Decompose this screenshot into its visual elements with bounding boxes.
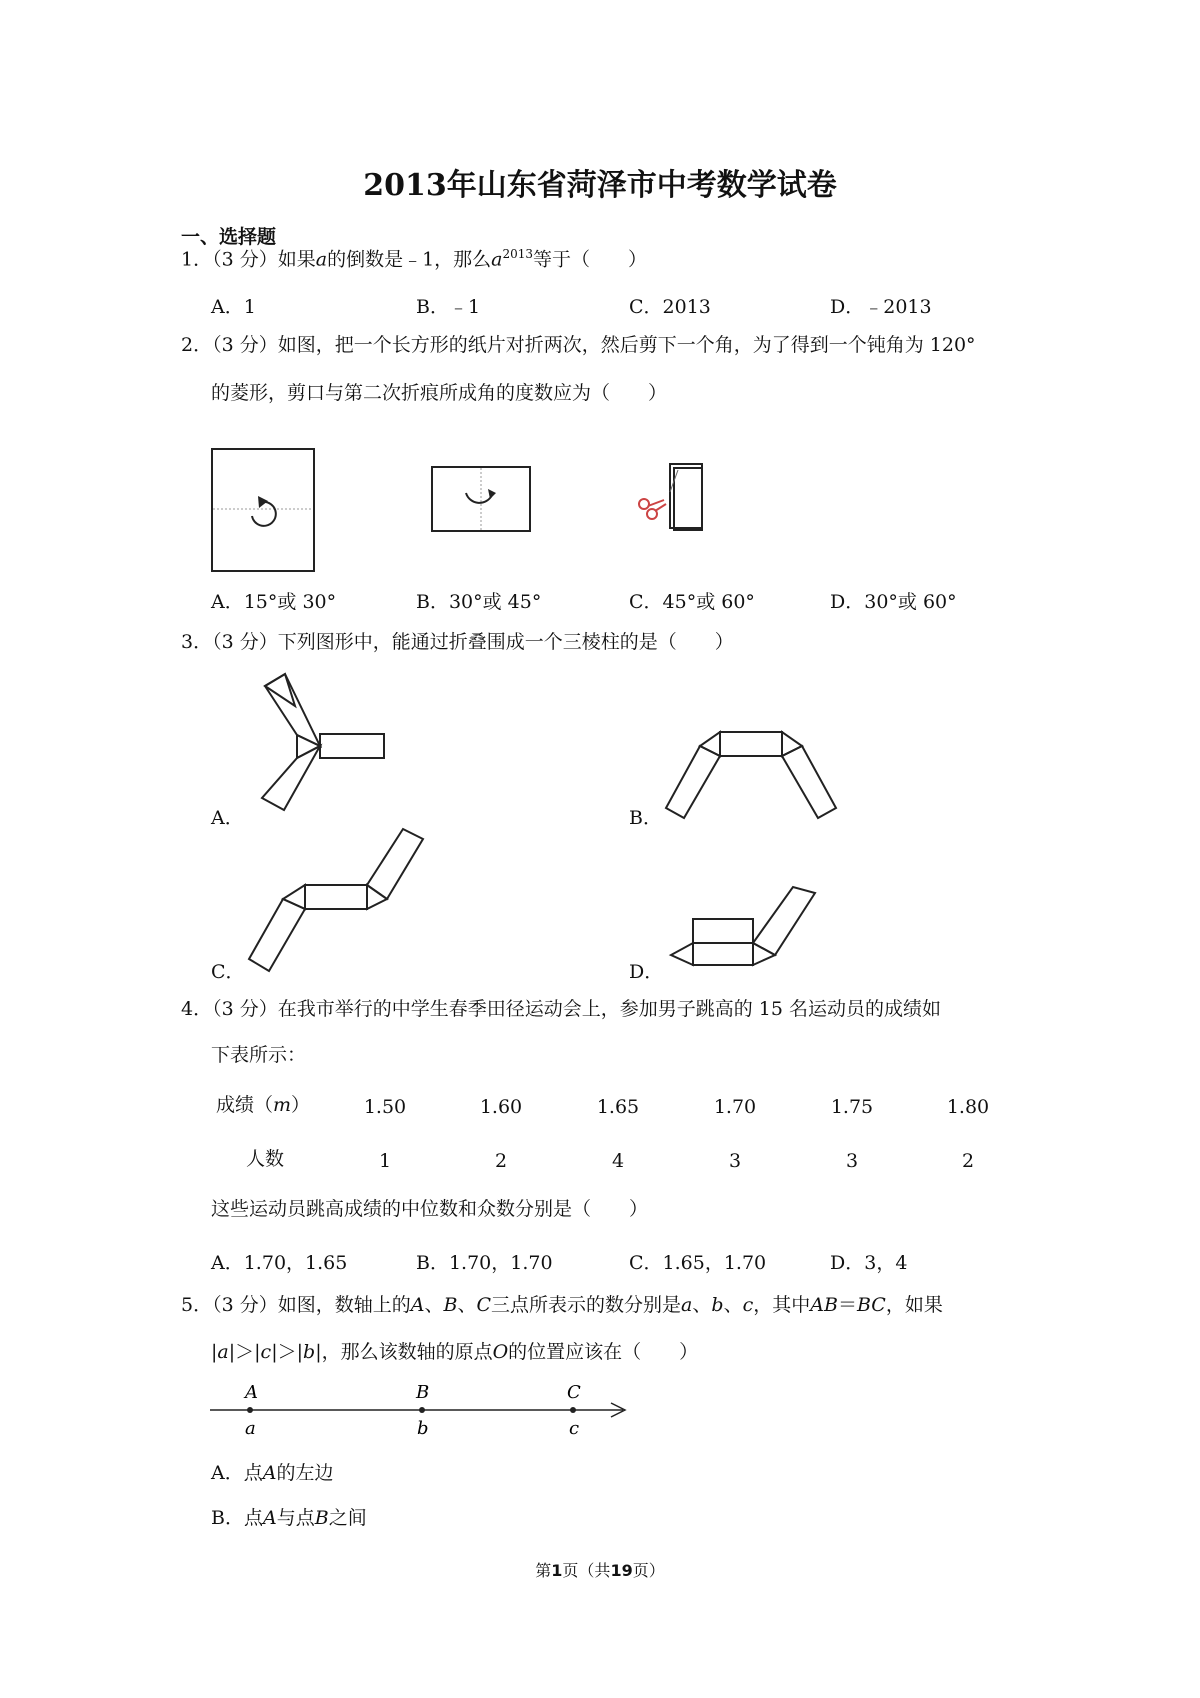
q3-option-a: A． — [211, 807, 244, 829]
value-label: c — [569, 1418, 580, 1439]
table-cell: 3 — [845, 1150, 859, 1172]
q3-net-a — [240, 670, 390, 820]
q2-figure-1 — [210, 446, 320, 576]
value-label: b — [417, 1418, 429, 1439]
question-number: 5． — [181, 1294, 213, 1316]
table-cell: 1.65 — [596, 1096, 640, 1118]
question-2-line2: 的菱形，剪口与第二次折痕所成角的度数应为（ ） — [211, 382, 668, 404]
q4-option-b: B．1.70，1.70 — [416, 1252, 553, 1274]
value-label: a — [245, 1418, 256, 1439]
q4-option-a: A．1.70，1.65 — [211, 1252, 348, 1274]
page-total: 19 — [610, 1561, 633, 1580]
table-cell: 1.75 — [830, 1096, 874, 1118]
table-cell: 1 — [378, 1150, 392, 1172]
q2-option-d: D．30°或 60° — [830, 591, 957, 613]
page-title: 2013年山东省菏泽市中考数学试卷 — [363, 168, 837, 203]
table-header-score: 成绩（m） — [216, 1094, 311, 1116]
q3-net-c — [245, 825, 435, 975]
q3-option-b: B． — [629, 807, 662, 829]
question-number: 1． — [181, 248, 213, 271]
q5-option-a: A．点A的左边 — [211, 1462, 334, 1484]
question-3: 3．（3 分）下列图形中，能通过折叠围成一个三棱柱的是（ ） — [181, 631, 734, 653]
question-score: （3 分） — [212, 248, 278, 271]
q3-option-d: D． — [629, 961, 664, 983]
q2-figure-3 — [630, 460, 710, 535]
question-number: 3． — [181, 631, 213, 653]
question-4: 4．（3 分）在我市举行的中学生春季田径运动会上，参加男子跳高的 15 名运动员的成绩如 — [181, 998, 941, 1020]
question-1: 1．（3 分）如果a的倒数是﹣1，那么$a^{2013}$等于（ ） — [181, 247, 648, 271]
q1-option-c: C．2013 — [629, 296, 711, 318]
question-score: （3 分） — [212, 334, 278, 356]
q4-option-c: C．1.65，1.70 — [629, 1252, 767, 1274]
table-cell: 2 — [494, 1150, 508, 1172]
point-label: A — [245, 1382, 258, 1403]
question-score: （3 分） — [212, 631, 278, 653]
question-number: 2． — [181, 334, 213, 356]
question-5: 5．（3 分）如图，数轴上的A、B、C三点所表示的数分别是a、b、c，其中AB＝BC，如果 — [181, 1294, 943, 1316]
table-cell: 3 — [728, 1150, 742, 1172]
q2-option-a: A．15°或 30° — [211, 591, 337, 613]
scissors-icon — [639, 499, 649, 509]
page-number: 1 — [551, 1561, 563, 1580]
q2-option-b: B．30°或 45° — [416, 591, 542, 613]
question-score: （3 分） — [212, 1294, 278, 1316]
page-footer: 第1页（共19页） — [535, 1561, 665, 1580]
table-header-count: 人数 — [246, 1148, 285, 1170]
question-5-line2: |a|＞|c|＞|b|，那么该数轴的原点O的位置应该在（ ） — [211, 1341, 699, 1363]
table-cell: 1.50 — [363, 1096, 407, 1118]
question-score: （3 分） — [212, 998, 278, 1020]
q3-net-d — [665, 885, 825, 980]
question-2: 2．（3 分）如图，把一个长方形的纸片对折两次，然后剪下一个角，为了得到一个钝角为 120° — [181, 334, 976, 356]
section-heading: 一、选择题 — [181, 226, 277, 248]
point-label: C — [567, 1382, 581, 1403]
table-cell: 4 — [611, 1150, 625, 1172]
question-4-line2: 下表所示： — [211, 1044, 307, 1066]
q1-option-b: B．﹣1 — [416, 296, 481, 318]
q3-option-c: C． — [211, 961, 245, 983]
q2-option-c: C．45°或 60° — [629, 591, 755, 613]
q5-option-b: B．点A与点B之间 — [211, 1507, 367, 1529]
question-number: 4． — [181, 998, 213, 1020]
q1-option-d: D．﹣2013 — [830, 296, 932, 318]
q3-net-b — [660, 728, 850, 823]
table-cell: 1.80 — [946, 1096, 990, 1118]
table-cell: 2 — [961, 1150, 975, 1172]
point-label: B — [416, 1382, 430, 1403]
table-cell: 1.60 — [479, 1096, 523, 1118]
q2-figure-2 — [430, 465, 535, 535]
q1-option-a: A．1 — [211, 296, 256, 318]
question-4-prompt: 这些运动员跳高成绩的中位数和众数分别是（ ） — [211, 1198, 649, 1220]
number-line — [205, 1376, 635, 1451]
q4-option-d: D．3，4 — [830, 1252, 908, 1274]
table-cell: 1.70 — [713, 1096, 757, 1118]
